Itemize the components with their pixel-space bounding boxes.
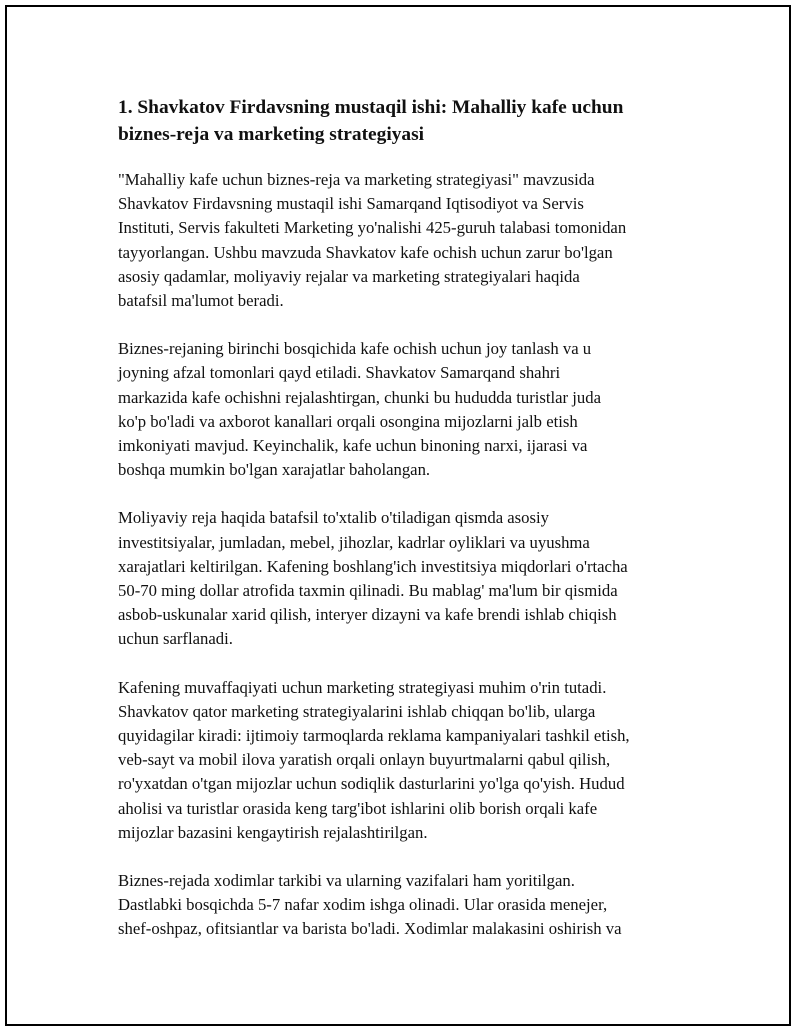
paragraph-marketing-strategy: Kafening muvaffaqiyati uchun marketing strategiyasi muhim o'rin tutadi. Shavkatov qator marketing strategiyalarini ishlab chiqqan bo'lib, ularga quyidagilar kiradi: ijtimoiy tarmoqlarda reklama kampaniyalari tashkil etish, veb-sayt va mobil ilova yaratish orqali onlayn buyurtmalarni qabul qilish, ro'yxatdan o'tgan mijozlar uchun sodiqlik dasturlarini yo'lga qo'yish. Hudud aholisi va turistlar orasida keng targ'ibot ishlarini olib borish orqali kafe mijozlar bazasini kengaytirish rejalashtirilgan.	[118, 677, 630, 842]
document-body	[118, 94, 678, 966]
paragraph-intro: "Mahalliy kafe uchun biznes-reja va marketing strategiyasi" mavzusida Shavkatov Firdavsning mustaqil ishi Samarqand Iqtisodiyot va Servis Instituti, Servis fakulteti Marketing yo'nalishi 425-guruh talabasi tomonidan tayyorlangan. Ushbu mavzuda Shavkatov kafe ochish uchun zarur bo'lgan asosiy qadamlar, moliyaviy rejalar va marketing strategiyalari haqida batafsil ma'lumot beradi.	[118, 170, 627, 311]
paragraph-staff: Biznes-rejada xodimlar tarkibi va ularning vazifalari ham yoritilgan. Dastlabki bosqichda 5-7 nafar xodim ishga olinadi. Ular orasida menejer, shef-oshpaz, ofitsiantlar va barista bo'ladi. Xodimlar malakasini oshirish va	[118, 871, 622, 939]
paragraph-financial-plan: Moliyaviy reja haqida batafsil to'xtalib o'tiladigan qismda asosiy investitsiyalar, jumladan, mebel, jihozlar, kadrlar oyliklari va uyushma xarajatlari keltirilgan. Kafening boshlang'ich investitsiya miqdorlari o'rtacha 50-70 ming dollar atrofida taxmin qilinadi. Bu mablag' ma'lum bir qismida asbob-uskunalar xarid qilish, interyer dizayni va kafe brendi ishlab chiqish uchun sarflanadi.	[118, 508, 628, 649]
document-title: 1. Shavkatov Firdavsning mustaqil ishi: Mahalliy kafe uchun biznes-reja va marketing strategiyasi	[118, 97, 624, 145]
paragraph-location: Biznes-rejaning birinchi bosqichida kafe ochish uchun joy tanlash va u joyning afzal tomonlari qayd etiladi. Shavkatov Samarqand shahri markazida kafe ochishni rejalashtirgan, chunki bu hududda turistlar juda ko'p bo'ladi va axborot kanallari orqali osongina mijozlarni jalb etish imkoniyati mavjud. Keyinchalik, kafe uchun binoning narxi, ijarasi va boshqa mumkin bo'lgan xarajatlar baholangan.	[118, 339, 602, 480]
